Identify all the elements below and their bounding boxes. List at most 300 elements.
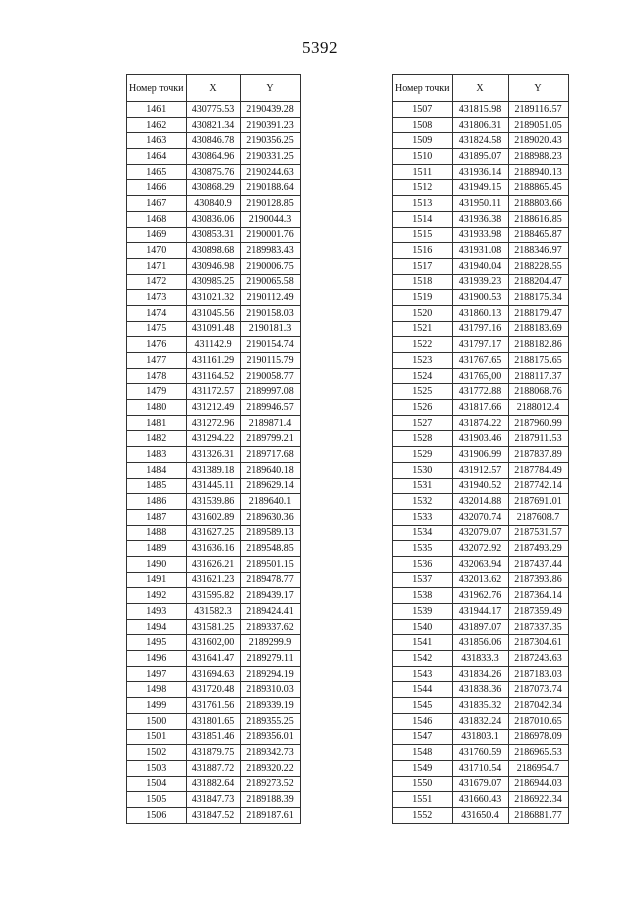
point-number-cell: 1484 (127, 462, 187, 478)
x-cell: 432070.74 (452, 509, 508, 525)
y-cell: 2189279.11 (240, 651, 300, 667)
x-cell: 431765,00 (452, 368, 508, 384)
point-number-cell: 1531 (393, 478, 453, 494)
table-row (393, 588, 569, 604)
table-row (127, 619, 301, 635)
table-row (393, 745, 569, 761)
y-cell: 2190044.3 (240, 211, 300, 227)
point-number-cell: 1473 (127, 290, 187, 306)
x-cell: 431626.21 (186, 556, 240, 572)
x-cell: 431874.22 (452, 415, 508, 431)
point-number-cell: 1498 (127, 682, 187, 698)
x-cell: 431660.43 (452, 792, 508, 808)
point-number-cell: 1471 (127, 258, 187, 274)
x-cell: 431936.14 (452, 164, 508, 180)
table-row (127, 117, 301, 133)
y-cell: 2189339.19 (240, 698, 300, 714)
page-number: 5392 (302, 38, 338, 57)
y-cell: 2187784.49 (508, 462, 568, 478)
x-cell: 432014.88 (452, 494, 508, 510)
point-number-cell: 1539 (393, 604, 453, 620)
y-cell: 2187960.99 (508, 415, 568, 431)
x-cell: 432063.94 (452, 556, 508, 572)
point-number-cell: 1545 (393, 698, 453, 714)
point-number-cell: 1496 (127, 651, 187, 667)
x-cell: 431912.57 (452, 462, 508, 478)
table-row (127, 494, 301, 510)
point-number-cell: 1461 (127, 102, 187, 118)
table-row (127, 713, 301, 729)
y-cell: 2189299.9 (240, 635, 300, 651)
point-number-cell: 1503 (127, 760, 187, 776)
y-cell: 2186954.7 (508, 760, 568, 776)
x-cell: 431817.66 (452, 400, 508, 416)
point-number-cell: 1472 (127, 274, 187, 290)
table-row (127, 651, 301, 667)
y-cell: 2189187.61 (240, 807, 300, 823)
point-number-cell: 1518 (393, 274, 453, 290)
point-number-cell: 1499 (127, 698, 187, 714)
point-number-cell: 1500 (127, 713, 187, 729)
y-cell: 2189478.77 (240, 572, 300, 588)
table-row (393, 604, 569, 620)
point-number-cell: 1547 (393, 729, 453, 745)
x-cell: 431860.13 (452, 305, 508, 321)
y-cell: 2190128.85 (240, 196, 300, 212)
y-cell: 2187742.14 (508, 478, 568, 494)
table-row (393, 431, 569, 447)
table-row (393, 682, 569, 698)
x-cell: 430875.76 (186, 164, 240, 180)
point-number-cell: 1480 (127, 400, 187, 416)
table-row (127, 305, 301, 321)
x-cell: 431720.48 (186, 682, 240, 698)
y-cell: 2187359.49 (508, 604, 568, 620)
x-cell: 431879.75 (186, 745, 240, 761)
header-y: Y (240, 75, 300, 102)
table-row (127, 337, 301, 353)
point-number-cell: 1544 (393, 682, 453, 698)
y-cell: 2189020.43 (508, 133, 568, 149)
y-cell: 2188204.47 (508, 274, 568, 290)
point-number-cell: 1482 (127, 431, 187, 447)
table-row (127, 431, 301, 447)
point-number-cell: 1530 (393, 462, 453, 478)
y-cell: 2189501.15 (240, 556, 300, 572)
x-cell: 431897.07 (452, 619, 508, 635)
x-cell: 431931.08 (452, 243, 508, 259)
y-cell: 2190065.58 (240, 274, 300, 290)
table-row (127, 290, 301, 306)
y-cell: 2189424.41 (240, 604, 300, 620)
y-cell: 2188803.66 (508, 196, 568, 212)
table-row (393, 666, 569, 682)
point-number-cell: 1512 (393, 180, 453, 196)
point-number-cell: 1466 (127, 180, 187, 196)
table-row (127, 588, 301, 604)
point-number-cell: 1534 (393, 525, 453, 541)
table-row (127, 149, 301, 165)
table-row (127, 807, 301, 823)
x-cell: 431045.56 (186, 305, 240, 321)
table-row (393, 274, 569, 290)
x-cell: 430775.53 (186, 102, 240, 118)
point-number-cell: 1501 (127, 729, 187, 745)
y-cell: 2190391.23 (240, 117, 300, 133)
table-row (393, 619, 569, 635)
x-cell: 431847.52 (186, 807, 240, 823)
table-row (393, 807, 569, 823)
x-cell: 431595.82 (186, 588, 240, 604)
y-cell: 2187042.34 (508, 698, 568, 714)
x-cell: 431760.59 (452, 745, 508, 761)
table-row (393, 211, 569, 227)
x-cell: 431939.23 (452, 274, 508, 290)
point-number-cell: 1548 (393, 745, 453, 761)
y-cell: 2188346.97 (508, 243, 568, 259)
table-row (127, 164, 301, 180)
table-row (127, 180, 301, 196)
point-number-cell: 1474 (127, 305, 187, 321)
table-row (127, 478, 301, 494)
x-cell: 431761.56 (186, 698, 240, 714)
x-cell: 431581.25 (186, 619, 240, 635)
point-number-cell: 1519 (393, 290, 453, 306)
table-row (127, 133, 301, 149)
x-cell: 430985.25 (186, 274, 240, 290)
y-cell: 2187183.03 (508, 666, 568, 682)
table-row (393, 227, 569, 243)
x-cell: 431962.76 (452, 588, 508, 604)
point-number-cell: 1520 (393, 305, 453, 321)
x-cell: 432072.92 (452, 541, 508, 557)
x-cell: 431602,00 (186, 635, 240, 651)
y-cell: 2186978.09 (508, 729, 568, 745)
table-row (127, 415, 301, 431)
table-row (127, 556, 301, 572)
y-cell: 2187911.53 (508, 431, 568, 447)
x-cell: 431833.3 (452, 651, 508, 667)
table-row (127, 729, 301, 745)
y-cell: 2189116.57 (508, 102, 568, 118)
y-cell: 2188012.4 (508, 400, 568, 416)
table-row (127, 509, 301, 525)
point-number-cell: 1476 (127, 337, 187, 353)
point-number-cell: 1493 (127, 604, 187, 620)
point-number-cell: 1509 (393, 133, 453, 149)
point-number-cell: 1523 (393, 353, 453, 369)
point-number-cell: 1465 (127, 164, 187, 180)
x-cell: 431806.31 (452, 117, 508, 133)
table-row (127, 368, 301, 384)
table-row (393, 415, 569, 431)
point-number-cell: 1505 (127, 792, 187, 808)
point-number-cell: 1469 (127, 227, 187, 243)
x-cell: 430864.96 (186, 149, 240, 165)
table-row (127, 792, 301, 808)
x-cell: 432079.07 (452, 525, 508, 541)
point-number-cell: 1542 (393, 651, 453, 667)
table-row (127, 274, 301, 290)
y-cell: 2189548.85 (240, 541, 300, 557)
table-row (393, 635, 569, 651)
x-cell: 431856.06 (452, 635, 508, 651)
table-row (127, 682, 301, 698)
x-cell: 432013.62 (452, 572, 508, 588)
y-cell: 2190356.25 (240, 133, 300, 149)
y-cell: 2189273.52 (240, 776, 300, 792)
y-cell: 2188182.86 (508, 337, 568, 353)
x-cell: 431582.3 (186, 604, 240, 620)
y-cell: 2189629.14 (240, 478, 300, 494)
table-row (127, 462, 301, 478)
y-cell: 2189310.03 (240, 682, 300, 698)
y-cell: 2190115.79 (240, 353, 300, 369)
point-number-cell: 1522 (393, 337, 453, 353)
point-number-cell: 1502 (127, 745, 187, 761)
header-x: X (452, 75, 508, 102)
table-row (393, 713, 569, 729)
table-row (393, 556, 569, 572)
table-row (127, 321, 301, 337)
point-number-cell: 1488 (127, 525, 187, 541)
point-number-cell: 1511 (393, 164, 453, 180)
x-cell: 431445.11 (186, 478, 240, 494)
y-cell: 2188179.47 (508, 305, 568, 321)
header-point-number: Номер точки (127, 75, 187, 102)
point-number-cell: 1525 (393, 384, 453, 400)
point-number-cell: 1538 (393, 588, 453, 604)
table-row (127, 525, 301, 541)
table-row (127, 698, 301, 714)
header-x: X (186, 75, 240, 102)
x-cell: 430846.78 (186, 133, 240, 149)
x-cell: 430836.06 (186, 211, 240, 227)
point-number-cell: 1464 (127, 149, 187, 165)
x-cell: 431895.07 (452, 149, 508, 165)
point-number-cell: 1497 (127, 666, 187, 682)
table-row (393, 164, 569, 180)
table-row (393, 698, 569, 714)
x-cell: 430853.31 (186, 227, 240, 243)
point-number-cell: 1508 (393, 117, 453, 133)
table-header-row (393, 75, 569, 102)
point-number-cell: 1467 (127, 196, 187, 212)
coordinates-table-right (392, 74, 569, 824)
point-number-cell: 1550 (393, 776, 453, 792)
x-cell: 431602.89 (186, 509, 240, 525)
x-cell: 430821.34 (186, 117, 240, 133)
point-number-cell: 1527 (393, 415, 453, 431)
x-cell: 431650.4 (452, 807, 508, 823)
x-cell: 431835.32 (452, 698, 508, 714)
point-number-cell: 1506 (127, 807, 187, 823)
table-row (393, 792, 569, 808)
point-number-cell: 1487 (127, 509, 187, 525)
y-cell: 2190006.75 (240, 258, 300, 274)
table-row (127, 604, 301, 620)
x-cell: 431847.73 (186, 792, 240, 808)
point-number-cell: 1510 (393, 149, 453, 165)
x-cell: 431882.64 (186, 776, 240, 792)
x-cell: 431326.31 (186, 447, 240, 463)
point-number-cell: 1489 (127, 541, 187, 557)
point-number-cell: 1528 (393, 431, 453, 447)
point-number-cell: 1529 (393, 447, 453, 463)
x-cell: 431164.52 (186, 368, 240, 384)
x-cell: 431772.88 (452, 384, 508, 400)
table-row (393, 149, 569, 165)
y-cell: 2190001.76 (240, 227, 300, 243)
table-row (127, 102, 301, 118)
point-number-cell: 1478 (127, 368, 187, 384)
y-cell: 2187531.57 (508, 525, 568, 541)
table-row (127, 666, 301, 682)
y-cell: 2189983.43 (240, 243, 300, 259)
table-row (393, 494, 569, 510)
x-cell: 431021.32 (186, 290, 240, 306)
x-cell: 431838.36 (452, 682, 508, 698)
y-cell: 2187608.7 (508, 509, 568, 525)
y-cell: 2190112.49 (240, 290, 300, 306)
header-point-number: Номер точки (393, 75, 453, 102)
x-cell: 431767.65 (452, 353, 508, 369)
point-number-cell: 1536 (393, 556, 453, 572)
x-cell: 431887.72 (186, 760, 240, 776)
x-cell: 431142.9 (186, 337, 240, 353)
table-row (127, 447, 301, 463)
x-cell: 431950.11 (452, 196, 508, 212)
y-cell: 2186922.34 (508, 792, 568, 808)
y-cell: 2189640.1 (240, 494, 300, 510)
point-number-cell: 1481 (127, 415, 187, 431)
x-cell: 431636.16 (186, 541, 240, 557)
table-row (127, 384, 301, 400)
y-cell: 2186944.03 (508, 776, 568, 792)
x-cell: 431679.07 (452, 776, 508, 792)
y-cell: 2187393.86 (508, 572, 568, 588)
x-cell: 431212.49 (186, 400, 240, 416)
y-cell: 2187010.65 (508, 713, 568, 729)
x-cell: 431797.17 (452, 337, 508, 353)
point-number-cell: 1507 (393, 102, 453, 118)
point-number-cell: 1552 (393, 807, 453, 823)
x-cell: 430840.9 (186, 196, 240, 212)
y-cell: 2188175.34 (508, 290, 568, 306)
x-cell: 431834.26 (452, 666, 508, 682)
x-cell: 430946.98 (186, 258, 240, 274)
table-row (127, 541, 301, 557)
y-cell: 2189799.21 (240, 431, 300, 447)
table-row (393, 258, 569, 274)
point-number-cell: 1526 (393, 400, 453, 416)
y-cell: 2190331.25 (240, 149, 300, 165)
y-cell: 2186965.53 (508, 745, 568, 761)
table-row (393, 729, 569, 745)
table-row (393, 525, 569, 541)
point-number-cell: 1513 (393, 196, 453, 212)
header-y: Y (508, 75, 568, 102)
x-cell: 431172.57 (186, 384, 240, 400)
y-cell: 2188988.23 (508, 149, 568, 165)
y-cell: 2190244.63 (240, 164, 300, 180)
x-cell: 431641.47 (186, 651, 240, 667)
point-number-cell: 1494 (127, 619, 187, 635)
table-row (393, 384, 569, 400)
table-row (127, 196, 301, 212)
table-row (127, 211, 301, 227)
y-cell: 2187437.44 (508, 556, 568, 572)
coordinates-table-left (126, 74, 301, 824)
x-cell: 431710.54 (452, 760, 508, 776)
x-cell: 431389.18 (186, 462, 240, 478)
point-number-cell: 1515 (393, 227, 453, 243)
table-row (127, 243, 301, 259)
y-cell: 2189640.18 (240, 462, 300, 478)
table-row (127, 258, 301, 274)
point-number-cell: 1541 (393, 635, 453, 651)
point-number-cell: 1514 (393, 211, 453, 227)
point-number-cell: 1463 (127, 133, 187, 149)
x-cell: 431621.23 (186, 572, 240, 588)
point-number-cell: 1470 (127, 243, 187, 259)
x-cell: 430868.29 (186, 180, 240, 196)
table-row (127, 353, 301, 369)
x-cell: 431797.16 (452, 321, 508, 337)
point-number-cell: 1495 (127, 635, 187, 651)
x-cell: 431801.65 (186, 713, 240, 729)
table-row (393, 353, 569, 369)
y-cell: 2187073.74 (508, 682, 568, 698)
y-cell: 2187243.63 (508, 651, 568, 667)
x-cell: 431161.29 (186, 353, 240, 369)
y-cell: 2190158.03 (240, 305, 300, 321)
x-cell: 431906.99 (452, 447, 508, 463)
x-cell: 431832.24 (452, 713, 508, 729)
y-cell: 2188068.76 (508, 384, 568, 400)
point-number-cell: 1479 (127, 384, 187, 400)
table-row (393, 321, 569, 337)
table-row (393, 368, 569, 384)
y-cell: 2188465.87 (508, 227, 568, 243)
table-row (393, 337, 569, 353)
y-cell: 2189997.08 (240, 384, 300, 400)
point-number-cell: 1491 (127, 572, 187, 588)
y-cell: 2189356.01 (240, 729, 300, 745)
point-number-cell: 1537 (393, 572, 453, 588)
x-cell: 431824.58 (452, 133, 508, 149)
x-cell: 431539.86 (186, 494, 240, 510)
x-cell: 431940.04 (452, 258, 508, 274)
y-cell: 2189342.73 (240, 745, 300, 761)
y-cell: 2189294.19 (240, 666, 300, 682)
table-row (393, 117, 569, 133)
x-cell: 431851.46 (186, 729, 240, 745)
y-cell: 2189337.62 (240, 619, 300, 635)
table-row (393, 133, 569, 149)
y-cell: 2189589.13 (240, 525, 300, 541)
x-cell: 431900.53 (452, 290, 508, 306)
y-cell: 2187493.29 (508, 541, 568, 557)
x-cell: 431936.38 (452, 211, 508, 227)
x-cell: 431815.98 (452, 102, 508, 118)
point-number-cell: 1486 (127, 494, 187, 510)
y-cell: 2186881.77 (508, 807, 568, 823)
table-row (393, 400, 569, 416)
point-number-cell: 1517 (393, 258, 453, 274)
y-cell: 2189871.4 (240, 415, 300, 431)
table-row (127, 635, 301, 651)
